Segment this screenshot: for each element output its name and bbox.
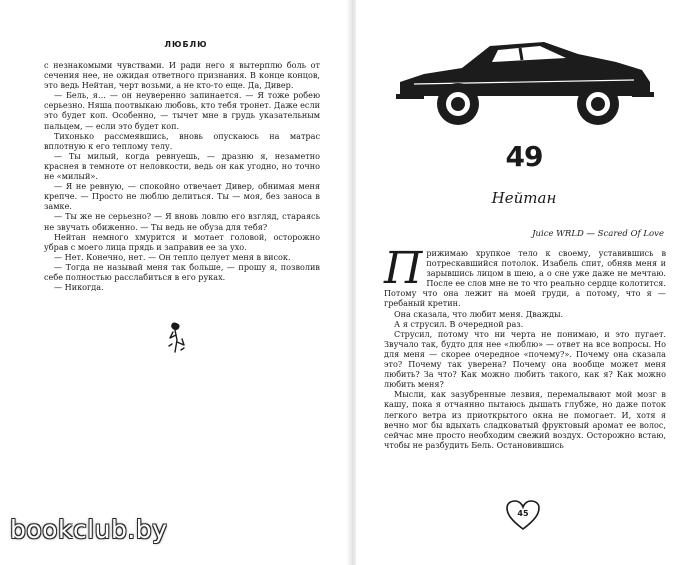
paragraph: — Ты же не серьезно? — Я вновь ловлю его взгляд, стараясь не звучать обиженно. — Ты ведь не обуза для тебя?: [44, 211, 320, 232]
paragraph: — Ты милый, когда ревнуешь, — дразню я, незаметно краснея в темноте от неловкости, ведь он как угодно, но точно не «милый».: [44, 150, 320, 182]
rose-ornament-icon: [165, 318, 189, 354]
drop-cap: П: [384, 243, 423, 294]
paragraph: — Тогда не называй меня так больше, — прошу я, позволив себе полностью расслабиться в его руках.: [44, 261, 320, 282]
left-body-text: [44, 60, 320, 292]
epigraph: Juice WRLD — Scared Of Love: [532, 229, 664, 239]
paragraph: Мысли, как зазубренные лезвия, перемалывают мой мозг в кашу, пока я отчаянно пытаюсь дышать глубже, но даже поток легкого ветра из приоткрытого окна не помогает. И, хотя я вечно мог бы вдыхать сладковатый фруктовый аромат ее волос, сейчас мне просто необходим свежий воздух. Осторожно встаю, чтобы не разбудить Бель. Остановившись: [384, 389, 666, 450]
left-page: [8, 0, 348, 565]
paragraph: — Я не ревную, — спокойно отвечает Дивер, обнимая меня крепче. — Просто не люблю делиться. Ты — моя, без заноса в замке.: [44, 181, 320, 212]
watermark: bookclub.by: [10, 515, 168, 544]
paragraph: Тихонько рассмеявшись, вновь опускаюсь на матрас вплотную к его теплому телу.: [44, 130, 320, 151]
paragraph: — Нет. Конечно, нет. — Он тепло целует меня в висок.: [54, 251, 291, 262]
paragraph: Нейтан немного хмурится и мотает головой, осторожно убрав с моего лица прядь и заправив ее за ухо.: [44, 231, 320, 252]
paragraph: — Бель, я… — он неуверенно запинается. — Я тоже робею серьезно. Няша поотвыкаю любовь, кто тебя тронет. Даже если это будет коп. Особенно, — тычет мне в грудь указательным пальцем, — если это будет коп.: [44, 90, 320, 131]
car-icon: [394, 24, 656, 134]
chapter-number: 49: [505, 140, 543, 173]
paragraph: — Никогда.: [54, 282, 104, 293]
right-body-text: [384, 243, 666, 450]
paragraph-first: [384, 243, 666, 309]
paragraph: с незнакомыми чувствами. И ради него я вытерплю боль от сечения нее, не ожидая ответного признания. В конце концов, это ведь Нейтан, черт возьми, а не кто-то еще. Да, Дивер.: [44, 60, 320, 91]
right-page: [356, 0, 692, 565]
paragraph-first-text: рижимаю хрупкое тело к своему, уставившись в потрескавшийся потолок. Изабель спит, обняв меня и зарывшись лицом в шею, а о сне уже даже не мечтаю. После ее слов мне не то что реально сердце колотится. Потому что она лежит на моей груди, а потому, что я — гребаный кретин.: [384, 248, 666, 309]
running-head: ЛЮБЛЮ: [164, 40, 208, 49]
page-number: 45: [517, 509, 529, 518]
paragraph: А я струсил. В очередной раз.: [394, 318, 524, 329]
paragraph: Она сказала, что любит меня. Дважды.: [394, 308, 564, 319]
paragraph: Струсил, потому что ни черта не понимаю, и это пугает. Звучало так, будто для нее «люблю» — ответ на все вопросы. Но для меня — скорее очередное «почему?». Почему она сказала это? Почему так уверена? Почему она вообще может меня любить? За что? Как можно любить такого, как я? Как можно любить меня?: [384, 328, 666, 390]
chapter-title: Нейтан: [491, 189, 557, 207]
